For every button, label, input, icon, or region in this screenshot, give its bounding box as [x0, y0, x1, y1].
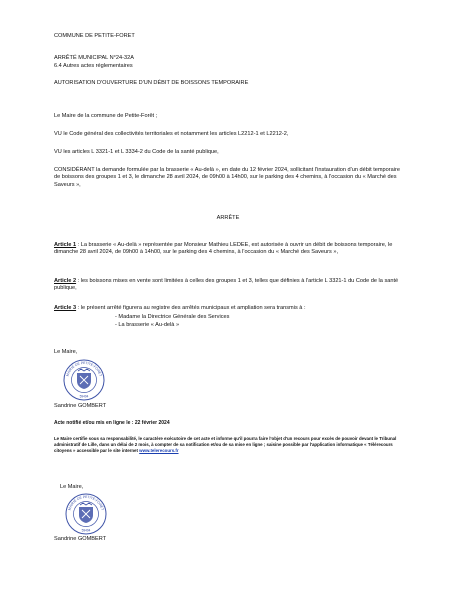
article-3-label: Article 3 — [54, 305, 77, 311]
article-1-label: Article 1 — [54, 242, 77, 248]
telerecours-link[interactable]: www.telerecours.fr — [139, 447, 179, 453]
recipient-dgs: - Madame la Directrice Générale des Services — [115, 314, 230, 320]
article-2-text: : les boissons mises en vente sont limitées à celles des groupes 1 et 3, telles que définies à l'article L 3321-1 du Code de la santé publique, — [54, 278, 399, 292]
coat-of-arms-icon — [79, 503, 93, 523]
article-1 — [54, 242, 402, 257]
article-3 — [54, 305, 402, 312]
article-3-text: : le présent arrêté figurera au registre des arrêtés municipaux et ampliation sera transmis à : — [76, 305, 306, 311]
signature-1-name: Sandrine GOMBERT — [54, 403, 107, 409]
considerant-text: la demande formulée par la brasserie « Au-delà », en date du 12 février 2024, sollicitant l'instauration d'un débit temporaire de boissons des groupes 1 et 3, le dimanche 28 avril 2024, de 09h00 à 14h00, sur le parking des 4 chemins, à l'occasion du « Marché des Saveurs », — [54, 167, 400, 188]
seal-1-bottom-text: 59494 — [79, 394, 89, 399]
municipal-seal-2 — [62, 492, 110, 536]
arrete-category: 6.4 Autres actes réglementaires — [54, 63, 133, 69]
signature-1-title: Le Maire, — [54, 349, 78, 355]
arrete-heading: ARRÊTE — [216, 215, 240, 221]
notification-date: Acte notifié et/ou mis en ligne le : 22 février 2024 — [54, 420, 170, 426]
legal-notice-text: Le Maire certifie sous sa responsabilité, le caractère exécutoire de cet acte et informe qu'il pourra faire l'objet d'un recours pour excès de pouvoir devant le Tribunal administratif de Lille, dans un délai de 2 mois, à compter de sa notification et/ou de sa mise en ligne ; saisine possible par l'application informatique « Télérecours citoyens » accessible par le site internet — [54, 436, 397, 453]
article-2-label: Article 2 — [54, 278, 77, 284]
municipal-seal-1 — [60, 358, 108, 402]
preamble-vu-csp: VU les articles L 3321-1 et L 3334-2 du Code de la santé publique, — [54, 149, 219, 155]
legal-notice — [54, 436, 399, 454]
arrete-subject: AUTORISATION D'OUVERTURE D'UN DÉBIT DE BOISSONS TEMPORAIRE — [54, 80, 249, 86]
seal-2-bottom-text: 59494 — [81, 528, 91, 533]
signature-2-title: Le Maire, — [60, 484, 84, 490]
article-1-text: : La brasserie « Au-delà » représentée par Monsieur Mathieu LEDEE, est autorisée à ouvrir un débit de boissons temporaire, le dimanche 28 avril 2024, de 09h00 à 14h00, sur le parking des 4 chemins, à l'occasion du « Marché des Saveurs », — [54, 242, 393, 256]
considerant-lead: CONSIDÉRANT — [54, 167, 95, 173]
preamble-maire: Le Maire de la commune de Petite-Forêt ; — [54, 113, 158, 119]
preamble-vu-cgct: VU le Code général des collectivités territoriales et notamment les articles L2212-1 et L2212-2, — [54, 131, 289, 137]
article-2 — [54, 278, 402, 293]
coat-of-arms-icon — [77, 369, 91, 389]
commune-name: COMMUNE DE PETITE-FORET — [54, 33, 135, 39]
seal-2-top-text: MAIRIE DE PETITE-FORÊT — [67, 494, 105, 511]
arrete-number: ARRÊTÉ MUNICIPAL N°24-32A — [54, 55, 134, 61]
recipient-brasserie: - La brasserie « Au-delà » — [115, 322, 180, 328]
seal-1-top-text: MAIRIE DE PETITE-FORÊT — [65, 360, 103, 377]
signature-2-name: Sandrine GOMBERT — [54, 536, 107, 542]
considerant-paragraph — [54, 167, 402, 189]
